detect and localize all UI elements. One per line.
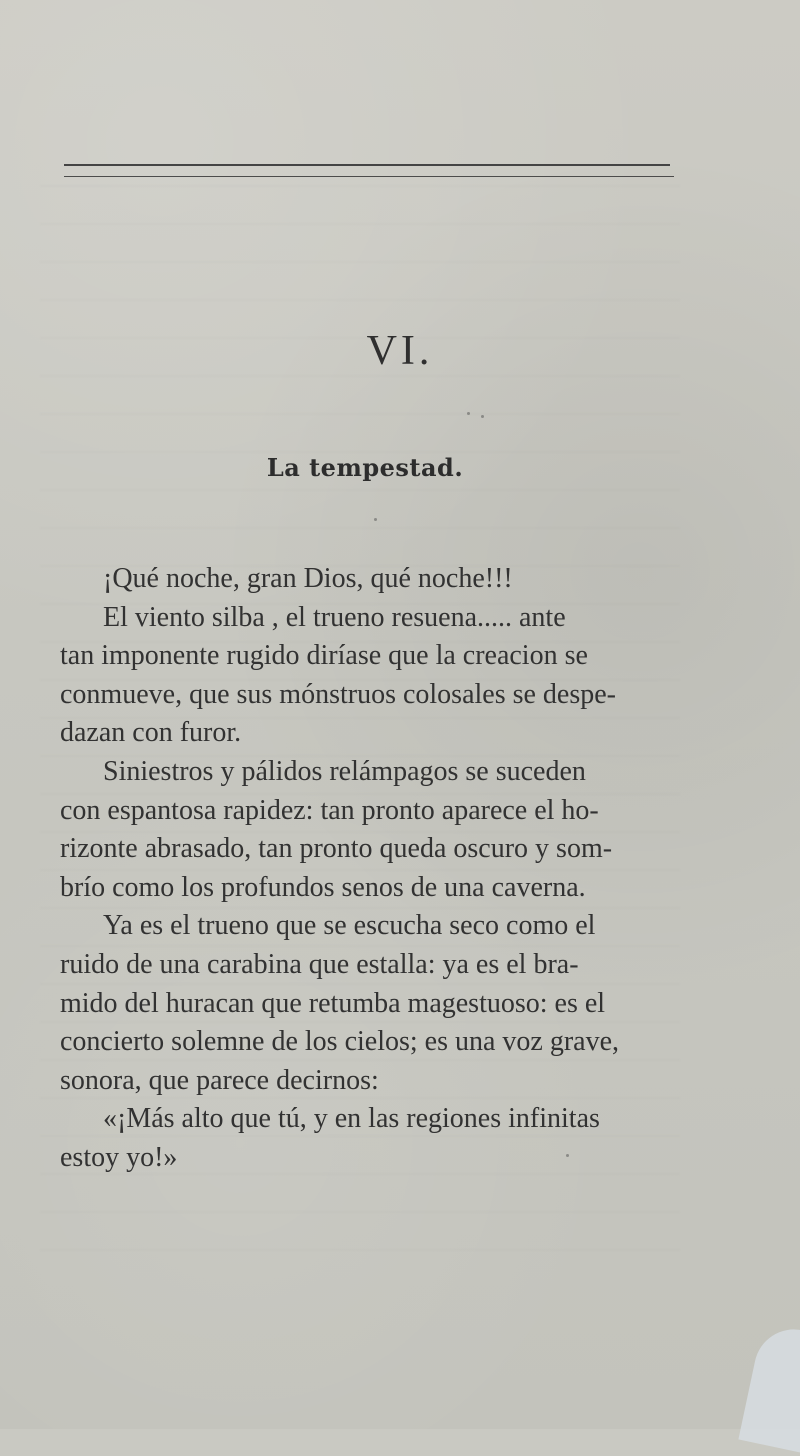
text-line: tan imponente rugido diríase que la creacion se	[60, 640, 588, 672]
text-line: ruido de una carabina que estalla: ya es el bra-	[60, 948, 579, 980]
text-line: ¡Qué noche, gran Dios, qué noche!!!	[103, 563, 513, 594]
text-line: rizonte abrasado, tan pronto queda oscuro y som-	[60, 833, 613, 865]
text-line: sonora, que parece decirnos:	[60, 1064, 379, 1096]
top-rule-thin	[64, 176, 674, 177]
paper-speck	[467, 412, 470, 415]
text-line: mido del huracan que retumba magestuoso: es el	[60, 987, 606, 1019]
text-line: conmueve, que sus mónstruos colosales se despe-	[60, 678, 616, 710]
paper-edge	[738, 1322, 800, 1456]
chapter-title: La tempestad.	[266, 453, 464, 482]
paper-speck	[566, 1154, 569, 1157]
paper-speck	[374, 518, 377, 521]
text-line: con espantosa rapidez: tan pronto aparece el ho-	[60, 794, 599, 826]
text-line: brío como los profundos senos de una caverna.	[60, 871, 586, 903]
text-line: dazan con furor.	[60, 717, 242, 749]
text-line: concierto solemne de los cielos; es una voz grave,	[60, 1026, 620, 1058]
text-line: Ya es el trueno que se escucha seco como el	[103, 910, 596, 942]
chapter-number: VI.	[366, 328, 434, 374]
text-line: «¡Más alto que tú, y en las regiones infinitas	[103, 1103, 600, 1135]
text-line: El viento silba , el trueno resuena..... ante	[103, 601, 566, 633]
paper-speck	[481, 415, 484, 418]
text-line: estoy yo!»	[60, 1141, 178, 1173]
top-rule	[64, 164, 670, 166]
text-line: Siniestros y pálidos relámpagos se suceden	[103, 755, 586, 787]
body-text	[60, 560, 672, 1178]
